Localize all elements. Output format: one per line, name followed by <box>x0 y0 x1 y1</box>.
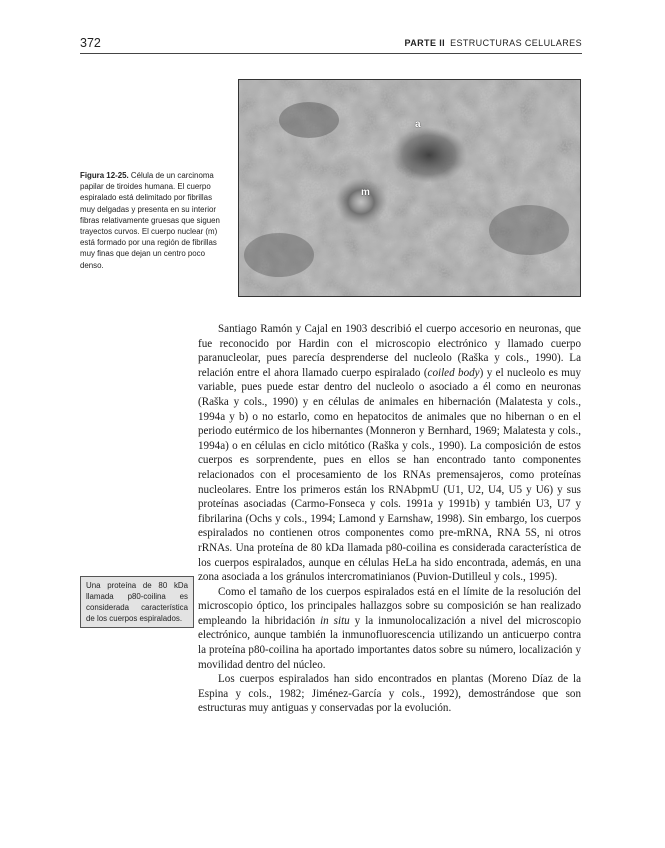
paragraph-1-text-b: ) y el nucleolo es muy variable, pues puede estar dentro del nucleolo o asociado a él como en neuronas (Raška y cols., 1990) y en células de animales en hibernación (Malatesta y cols., 1994a y b) o no estarlo, como en hepatocitos de animales que no hibernan o en el periodo eutérmico de los hibernantes (Monneron y Bernhard, 1969; Malatesta y cols., 1994a) o en células en ciclo mitótico (Raška y cols., 1990). La composición de estos cuerpos es sorprendente, pues en ellos se han encontrado tanto componentes relacionados con el procesamiento de los RNAs premensajeros, como proteínas nucleolares. Entre los primeros están los RNAbpmU (U1, U2, U4, U5 y U6) y sus proteínas asociadas (Carmo-Fonseca y cols. 1991a y 1991b) y también U3, U7 y fibrilarina (Ochs y cols., 1994; Lamond y Earnshaw, 1998). Sin embargo, los cuerpos espiralados no contienen otros componentes como pre-mRNA, RNA 5S, ni otros rRNAs. Una proteína de 80 kDa llamada p80-coilina es considerada característica de los cuerpos espiralados, aunque en células HeLa ha sido encontrada, además, en una zona asociada a los gránulos intercromatinianos (Puvion-Dutilleul y cols., 1995). <box>198 366 582 584</box>
page-number: 372 <box>80 36 101 50</box>
paragraph-1 <box>198 322 581 585</box>
figure-caption <box>80 170 228 271</box>
figure-label-a: a <box>415 119 421 130</box>
page-header <box>80 36 582 52</box>
micrograph-image <box>239 80 581 297</box>
paragraph-1-italic: coiled body <box>427 366 480 379</box>
body-text <box>198 322 581 716</box>
paragraph-3: Los cuerpos espiralados han sido encontrados en plantas (Moreno Díaz de la Espina y cols., 1982; Jiménez-García y cols., 1992), demostrándose que son estructuras muy antiguas y conservadas por la evolución. <box>198 673 581 715</box>
paragraph-2-text-b: y la inmunolocalización a nivel del microscopio electrónico, aunque también la inmunofluorescencia utilizando un anticuerpo contra la proteína p80-coilina ha aportado importantes datos sobre su número, localización y movilidad dentro del núcleo. <box>198 614 581 671</box>
paragraph-2-italic: in situ <box>320 614 350 627</box>
header-rule <box>80 53 582 54</box>
running-header <box>405 38 582 48</box>
caption-title: Figura 12-25. <box>80 171 129 180</box>
caption-text: Célula de un carcinoma papilar de tiroides humana. El cuerpo espiralado está delimitado por fibrillas muy delgadas y presenta en su interior fibras relativamente gruesas que siguen trayectos curvos. El cuerpo nuclear (m) está formado por una región de fibrillas muy finas que dejan un centro poco denso. <box>80 171 220 270</box>
section-title: ESTRUCTURAS CELULARES <box>450 38 582 48</box>
micrograph-figure <box>238 79 581 297</box>
paragraph-1-text-a: Santiago Ramón y Cajal en 1903 describió el cuerpo accesorio en neuronas, que fue reconocido por Hardin con el microscopio electrónico y llamado cuerpo paranucleolar, pues parecía desprenderse del nucleolo (Raška y cols., 1990). La relación entre el ahora llamado cuerpo espiralado ( <box>198 323 581 379</box>
figure-label-m: m <box>361 187 370 198</box>
paragraph-2-text-a: Como el tamaño de los cuerpos espiralados está en el límite de la resolución del microscopio óptico, los principales hallazgos sobre su composición se han realizado empleando la hibridación <box>198 585 581 627</box>
nuclear-body <box>335 178 387 226</box>
margin-note-text: Una proteína de 80 kDa llamada p80-coilina es considerada característica de los cuerpos espiralados. <box>86 581 188 623</box>
margin-note <box>80 576 194 628</box>
part-label: PARTE II <box>404 38 446 48</box>
paragraph-2 <box>198 585 581 673</box>
coiled-body <box>391 127 467 183</box>
